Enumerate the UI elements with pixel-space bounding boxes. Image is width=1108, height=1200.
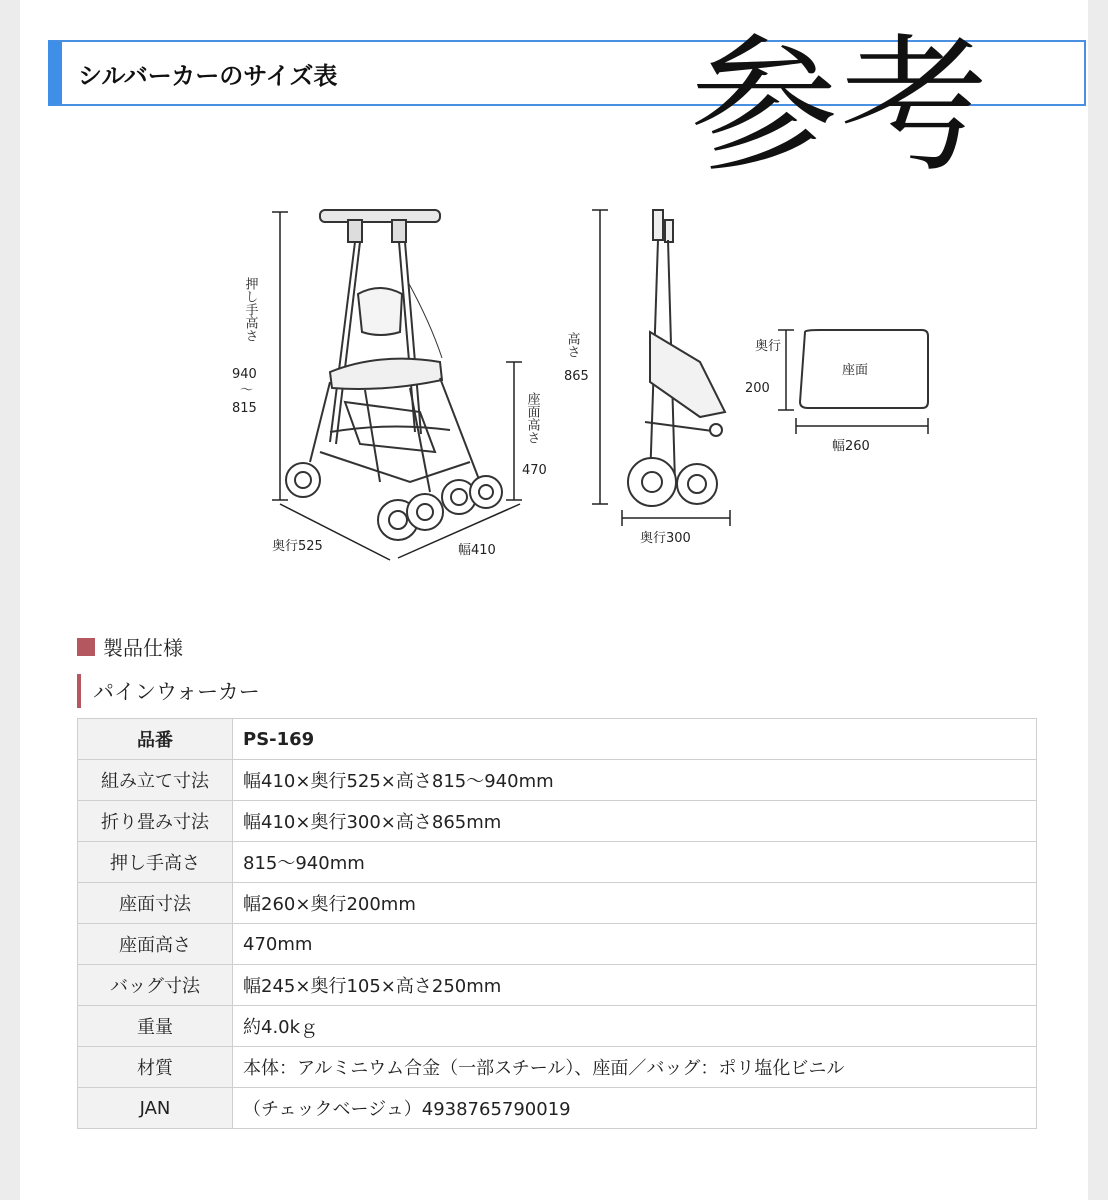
table-row [78, 924, 1037, 965]
row-label: JAN [78, 1088, 233, 1129]
row-label: 折り畳み寸法 [78, 801, 233, 842]
row-label: 座面寸法 [78, 883, 233, 924]
push-height-min: 815 [232, 401, 257, 416]
row-value: PS-169 [233, 719, 1037, 760]
table-row [78, 883, 1037, 924]
side-depth-label: 奥行300 [640, 531, 691, 546]
push-height-label: 押し手高さ [242, 277, 258, 342]
front-width-label: 幅410 [458, 543, 496, 558]
table-row [78, 965, 1037, 1006]
row-label: 座面高さ [78, 924, 233, 965]
seat-height-label: 座面高さ [524, 392, 540, 444]
product-name: パインウォーカー [93, 680, 260, 704]
product-marker-icon [77, 674, 81, 708]
page-title: シルバーカーのサイズ表 [78, 62, 338, 90]
row-label: バッグ寸法 [78, 965, 233, 1006]
row-label: 組み立て寸法 [78, 760, 233, 801]
spec-section-heading [77, 632, 183, 661]
table-row [78, 801, 1037, 842]
front-depth-label: 奥行525 [272, 539, 323, 554]
row-value: 本体：アルミニウム合金（一部スチール）、座面／バッグ：ポリ塩化ビニル [233, 1047, 1037, 1088]
table-row [78, 1088, 1037, 1129]
spec-table [77, 718, 1037, 1129]
seat-depth-value: 200 [745, 381, 770, 396]
row-value: 470mm [233, 924, 1037, 965]
row-value: 815〜940mm [233, 842, 1037, 883]
row-value: 約4.0kｇ [233, 1006, 1037, 1047]
row-label: 材質 [78, 1047, 233, 1088]
row-label: 押し手高さ [78, 842, 233, 883]
table-row [78, 719, 1037, 760]
product-heading [77, 674, 260, 708]
reference-stamp: 参考 [690, 20, 990, 192]
front-view-drawing [310, 210, 480, 492]
side-view-drawing [645, 210, 725, 482]
table-row [78, 842, 1037, 883]
row-value: 幅410×奥行300×高さ865mm [233, 801, 1037, 842]
seat-height-value: 470 [522, 463, 547, 478]
seat-width-label: 幅260 [832, 439, 870, 454]
side-height-value: 865 [564, 369, 589, 384]
table-row [78, 1047, 1037, 1088]
row-label: 品番 [78, 719, 233, 760]
row-label: 重量 [78, 1006, 233, 1047]
table-row [78, 1006, 1037, 1047]
section-marker-icon [77, 638, 95, 656]
table-row [78, 760, 1037, 801]
row-value: （チェックベージュ）4938765790019 [233, 1088, 1037, 1129]
row-value: 幅245×奥行105×高さ250mm [233, 965, 1037, 1006]
row-value: 幅260×奥行200mm [233, 883, 1037, 924]
seat-depth-label: 奥行 [755, 339, 782, 354]
seat-label: 座面 [842, 363, 869, 378]
front-wheels [286, 463, 502, 540]
push-height-tilde: 〜 [240, 383, 254, 398]
push-height-max: 940 [232, 367, 257, 382]
row-value: 幅410×奥行525×高さ815〜940mm [233, 760, 1037, 801]
size-diagram [180, 182, 1010, 582]
side-height-label: 高さ [564, 332, 580, 358]
spec-section-title: 製品仕様 [103, 636, 183, 660]
side-wheels [628, 458, 717, 506]
